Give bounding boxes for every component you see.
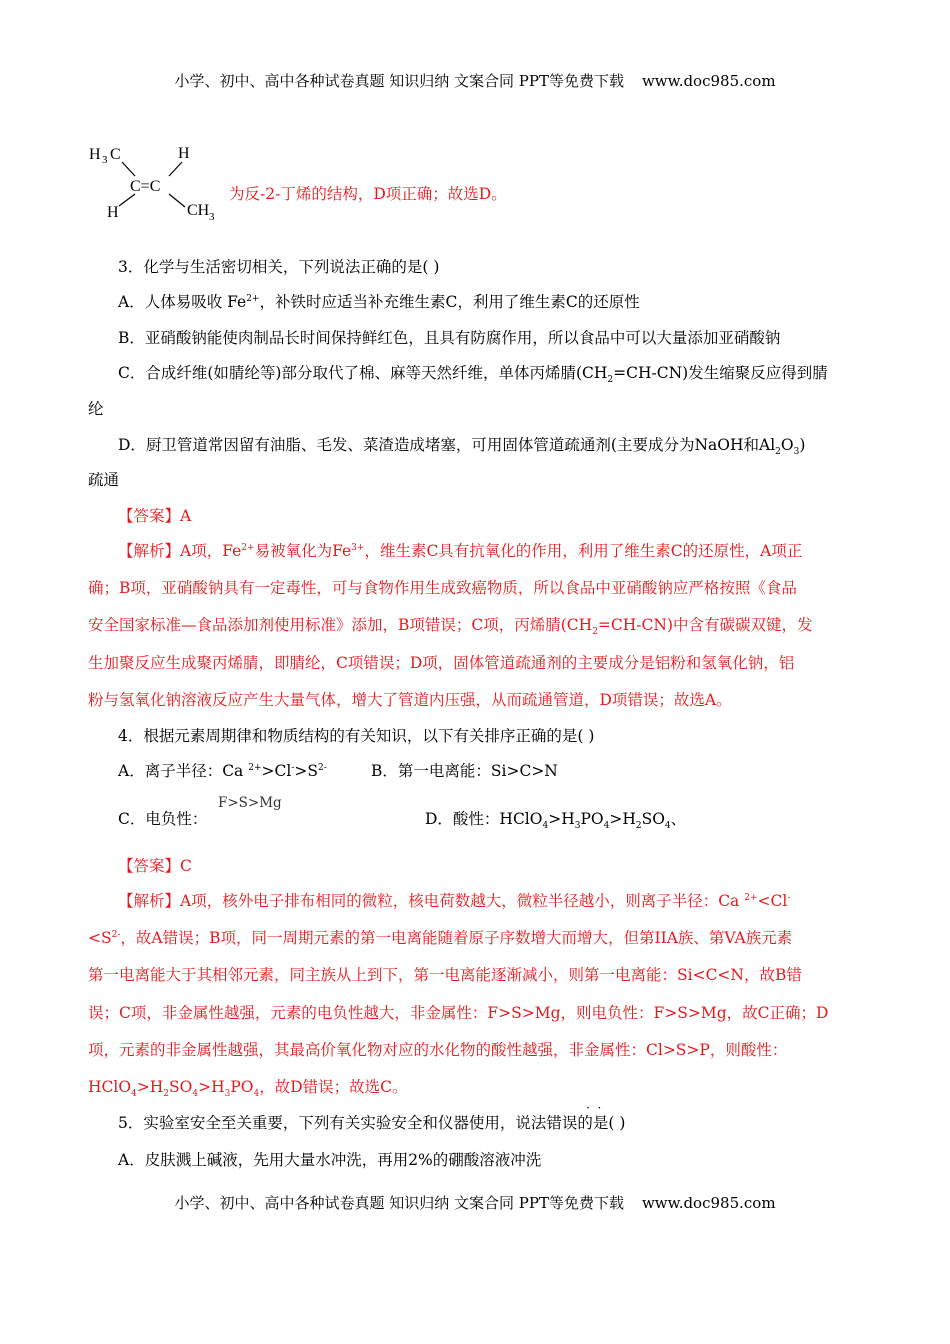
bond-upper-right (169, 162, 182, 176)
q4-an-l6s5: 4 (253, 1089, 260, 1100)
q5-stem: 5．实验室安全至关重要，下列有关实验安全和仪器使用，说法错误的是( ) (118, 1114, 626, 1132)
q3-an-l3b: =CH-CN)中含有碳碳双键，发 (597, 616, 813, 634)
q4-analysis-line1 (118, 890, 790, 912)
q3-option-b: B．亚硝酸钠能使肉制品长时间保持鲜红色，且具有防腐作用，所以食品中可以大量添加亚硝酸钠 (118, 329, 781, 347)
q4-an-l1a: 【解析】A项，核外电子排布相同的微粒，核电荷数越大，微粒半径越小，则离子半径：Ca (118, 892, 745, 910)
q3-c-sub: 2 (607, 375, 614, 386)
q4-d-s3: 4 (603, 821, 610, 832)
q3-a-text1: A．人体易吸收 Fe (118, 293, 247, 311)
q4-an-l6a: HClO (88, 1078, 132, 1096)
q4-an-l6f: ，故D错误；故选C。 (259, 1078, 408, 1096)
q4-a-text3: >S (294, 762, 318, 780)
q4-an-l6b: >H (136, 1078, 164, 1096)
q4-a-sup2: - (291, 762, 295, 773)
atom-ch3: CH (187, 202, 210, 219)
atom-c-eq-c: C=C (130, 178, 161, 195)
q3-d-sub1: 2 (775, 447, 781, 458)
q4-an-l2sup: 2- (111, 929, 121, 940)
q3-option-d-line2: 疏通 (88, 471, 120, 489)
q3-answer: 【答案】A (118, 507, 192, 525)
q3-an-l3sub: 2 (592, 627, 598, 638)
q4-d-s2: 3 (574, 821, 581, 832)
q4-option-c-value: F>S>Mg (218, 795, 282, 811)
q3-option-d (118, 434, 805, 456)
bond-lower-right (169, 194, 185, 207)
q4-d-s5: 4 (664, 821, 671, 832)
footer-text: 小学、初中、高中各种试卷真题 知识归纳 文案合同 PPT等免费下载 (174, 1194, 624, 1212)
q3-d-text3: ) (799, 436, 806, 454)
q4-d-t5: SO (641, 810, 665, 828)
q3-d-text1: D．厨卫管道常因留有油脂、毛发、菜渣造成堵塞，可用固体管道疏通剂(主要成分为NaOH和Al (118, 436, 776, 454)
q3-analysis-line1 (118, 540, 802, 562)
q3-an-l1b: 易被氧化为Fe (254, 542, 352, 560)
q4-analysis-line2 (88, 927, 792, 949)
q4-an-l6e: PO (230, 1078, 254, 1096)
q4-an-l2a: <S (88, 929, 112, 947)
header-site: www.doc985.com (641, 72, 776, 90)
structure-caption: 为反-2-丁烯的结构，D项正确；故选D。 (229, 185, 507, 203)
q3-analysis-line2: 确；B项，亚硝酸钠具有一定毒性，可与食物作用生成致癌物质，所以食品中亚硝酸钠应严格按照《食品 (88, 579, 797, 597)
atom-h-bottom: H (107, 204, 119, 221)
atom-h-top: H (178, 145, 190, 162)
q4-an-l6c: SO (169, 1078, 193, 1096)
q3-c-text1: C．合成纤维(如腈纶等)部分取代了棉、麻等天然纤维，单体丙烯腈(CH (118, 364, 608, 382)
atom-h3c-sub: 3 (102, 154, 108, 166)
page-header (0, 70, 950, 91)
q4-d-t1: D．酸性：HClO (425, 810, 543, 828)
q4-an-l6d: >H (198, 1078, 225, 1096)
q4-d-t4: >H (609, 810, 636, 828)
q4-an-l6s4: 3 (224, 1089, 231, 1100)
q4-an-l6s3: 4 (192, 1089, 199, 1100)
q3-an-l3a: 安全国家标准—食品添加剂使用标准》添加，B项错误；C项，丙烯腈(CH (88, 616, 593, 634)
q4-d-t6: 、 (670, 810, 687, 828)
q4-option-a (118, 760, 327, 782)
page-footer (0, 1192, 950, 1213)
q4-d-s1: 4 (542, 821, 549, 832)
q4-option-c-label: C．电负性： (118, 810, 208, 828)
q4-d-s4: 2 (635, 821, 642, 832)
q4-answer: 【答案】C (118, 857, 192, 875)
q4-a-text2: >Cl (261, 762, 292, 780)
q4-an-l6s1: 4 (131, 1089, 137, 1100)
q4-option-d (425, 808, 686, 830)
bond-upper-left (122, 162, 135, 176)
atom-h3c-h: H (89, 146, 101, 163)
q3-d-sub2: 3 (793, 447, 800, 458)
q4-an-l1b: <Cl (757, 892, 788, 910)
q3-an-l1c: ，维生素C具有抗氧化的作用，利用了维生素C的还原性，A项正 (364, 542, 803, 560)
header-text: 小学、初中、高中各种试卷真题 知识归纳 文案合同 PPT等免费下载 (174, 72, 624, 90)
trans-2-butene-structure (85, 140, 225, 225)
q4-an-l6s2: 2 (163, 1089, 170, 1100)
q4-option-b: B．第一电离能：Si>C>N (371, 762, 558, 780)
q4-analysis-line5: 项，元素的非金属性越强，其最高价氧化物对应的水化物的酸性越强，非金属性：Cl>S>P，则酸性： (88, 1041, 788, 1059)
q3-a-text2: ，补铁时应适当补充维生素C，利用了维生素C的还原性 (259, 293, 640, 311)
q3-analysis-line3 (88, 614, 813, 636)
emphasis-dots: · · (586, 1101, 602, 1115)
q3-analysis-line4: 生加聚反应生成聚丙烯腈，即腈纶，C项错误；D项，固体管道疏通剂的主要成分是铝粉和氢氧化钠，铝 (88, 654, 795, 672)
q3-c-text2: =CH-CN)发生缩聚反应得到腈 (613, 364, 828, 382)
q4-d-t2: >H (548, 810, 575, 828)
q5-option-a: A．皮肤溅上碱液，先用大量水冲洗，再用2%的硼酸溶液冲洗 (118, 1151, 542, 1169)
atom-h3c-c: C (110, 146, 121, 163)
q4-a-text1: A．离子半径：Ca (118, 762, 249, 780)
q4-a-sup3: 2- (317, 762, 327, 773)
q4-an-l2b: ，故A错误；B项，同一周期元素的第一电离能随着原子序数增大而增大，但第IIA族、第VA族元素 (120, 929, 793, 947)
q4-d-t3: PO (580, 810, 604, 828)
q3-an-l1a: 【解析】A项，Fe (118, 542, 242, 560)
q3-option-c-line2: 纶 (88, 400, 104, 418)
q4-analysis-line3: 第一电离能大于其相邻元素，同主族从上到下，第一电离能逐渐减小，则第一电离能：Si<C<N，故B错 (88, 966, 802, 984)
q3-a-sup: 2+ (246, 293, 260, 304)
q4-stem: 4．根据元素周期律和物质结构的有关知识，以下有关排序正确的是( ) (118, 727, 595, 745)
q3-option-a (118, 291, 640, 313)
q3-option-c (118, 362, 828, 384)
q4-analysis-line6 (88, 1076, 408, 1098)
q4-analysis-line4: 误；C项，非金属性越强，元素的电负性越大，非金属性：F>S>Mg，则电负性：F>S>Mg，故C正确；D (88, 1004, 829, 1022)
q4-a-sup1: 2+ (248, 762, 262, 773)
bond-lower-left (119, 194, 135, 206)
q3-d-text2: O (780, 436, 794, 454)
q3-an-l1sup1: 2+ (241, 542, 255, 553)
atom-ch3-sub: 3 (209, 211, 215, 223)
q4-an-l1sup1: 2+ (744, 892, 758, 903)
q4-an-l1sup2: - (787, 892, 791, 903)
q3-analysis-line5: 粉与氢氧化钠溶液反应产生大量气体，增大了管道内压强，从而疏通管道，D项错误；故选A。 (88, 691, 732, 709)
footer-site: www.doc985.com (641, 1194, 776, 1212)
q3-an-l1sup2: 3+ (351, 542, 365, 553)
q3-stem: 3．化学与生活密切相关，下列说法正确的是( ) (118, 258, 440, 276)
